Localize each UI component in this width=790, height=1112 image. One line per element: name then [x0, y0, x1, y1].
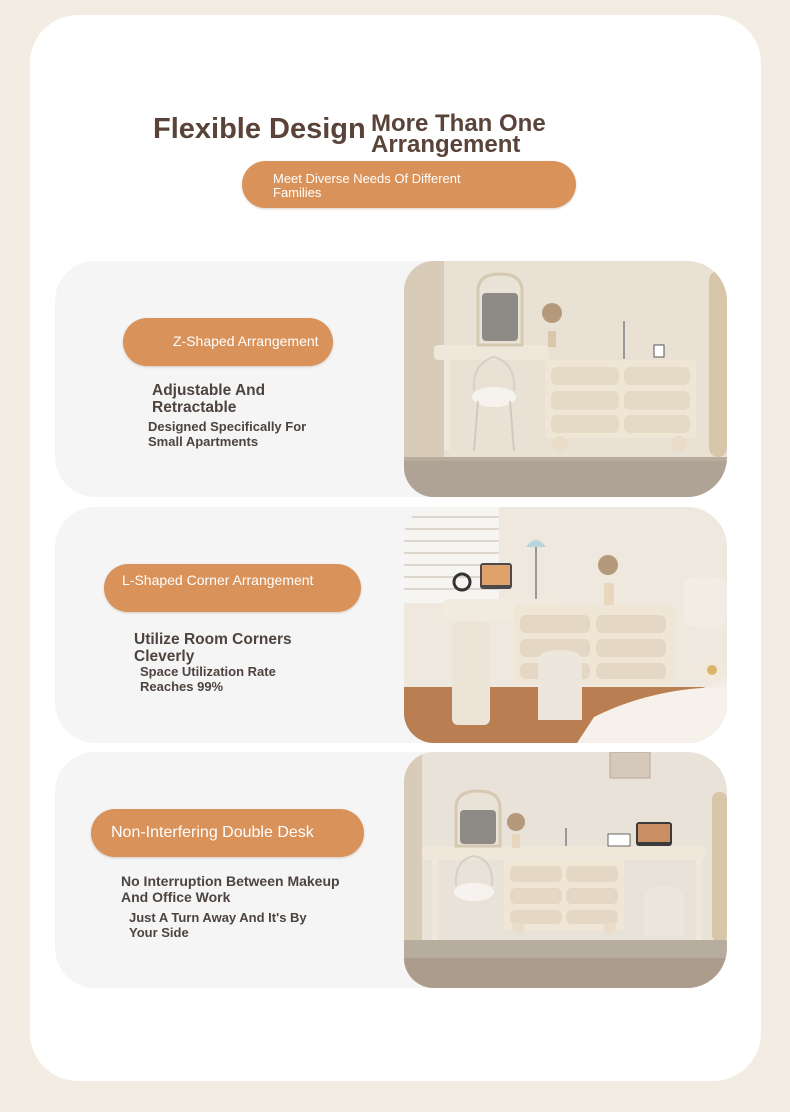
arrangement-badge	[91, 809, 364, 857]
tagline-badge	[242, 161, 576, 208]
arrangement-badge-label: Non-Interfering Double Desk	[111, 824, 314, 841]
feature-heading: No Interruption Between Makeup And Office Work	[121, 873, 340, 905]
arrangement-card-double-desk	[55, 752, 727, 988]
feature-heading: Utilize Room Corners Cleverly	[134, 631, 292, 665]
page-subtitle: More Than One Arrangement	[371, 110, 546, 158]
arrangement-badge	[104, 564, 361, 612]
tagline-text: Meet Diverse Needs Of Different Families	[273, 171, 461, 200]
arrangement-badge-label: Z-Shaped Arrangement	[173, 333, 319, 349]
feature-heading: Adjustable And Retractable	[152, 382, 266, 416]
arrangement-card-z-shaped	[55, 261, 727, 497]
arrangement-badge	[123, 318, 333, 366]
vanity-l-shaped-photo	[404, 507, 727, 743]
feature-description: Just A Turn Away And It's By Your Side	[129, 910, 307, 940]
arrangement-card-l-shaped	[55, 507, 727, 743]
feature-description: Designed Specifically For Small Apartments	[148, 419, 307, 449]
vanity-z-shaped-photo	[404, 261, 727, 497]
arrangement-badge-label: L-Shaped Corner Arrangement	[122, 572, 314, 588]
feature-description: Space Utilization Rate Reaches 99%	[140, 664, 276, 694]
vanity-double-desk-photo	[404, 752, 727, 988]
page-title: Flexible Design	[153, 113, 366, 145]
